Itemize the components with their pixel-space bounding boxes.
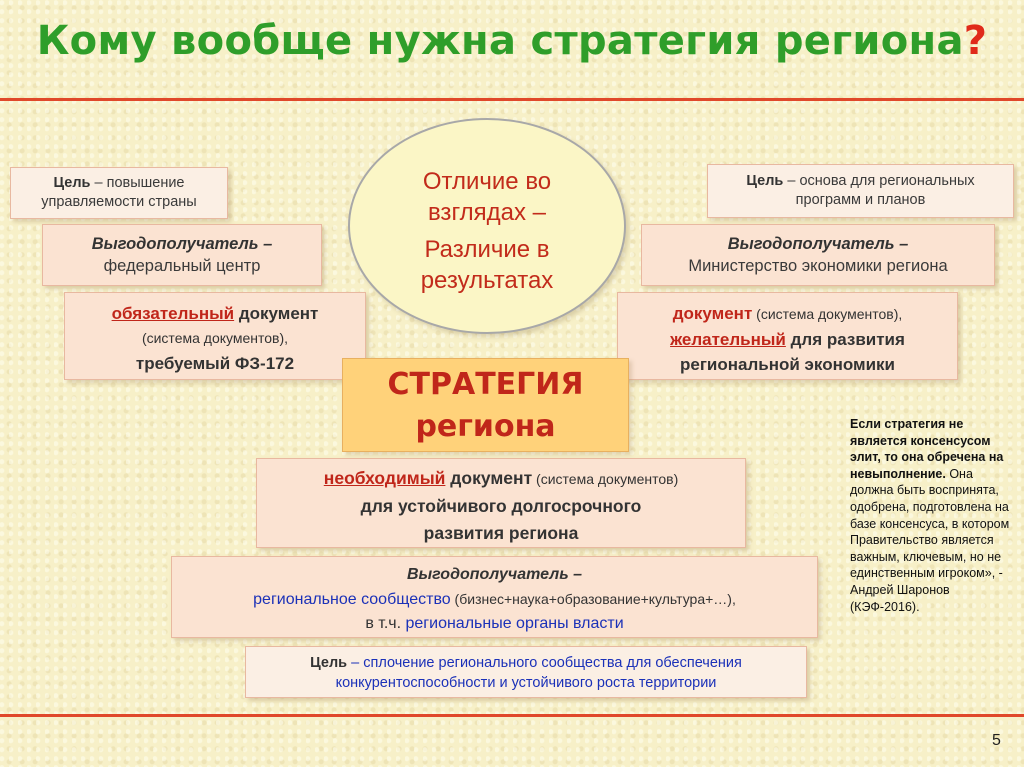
necessary-document-box bbox=[256, 458, 746, 548]
top-divider bbox=[0, 98, 1024, 101]
ellipse-line-1: Отличие во bbox=[422, 168, 552, 195]
cohesion-goal-label: Цель bbox=[310, 655, 348, 671]
left-doc-mandatory: обязательный bbox=[111, 304, 235, 323]
page-title bbox=[0, 18, 1024, 64]
bottom-divider bbox=[0, 714, 1024, 717]
left-doc-system: (система документов), bbox=[141, 330, 289, 346]
regional-community: региональное сообщество bbox=[253, 591, 451, 608]
strategy-line-2: региона bbox=[415, 409, 556, 444]
ellipse-line-2: взглядах – bbox=[427, 199, 547, 226]
left-doc-rest: документ bbox=[234, 304, 319, 323]
left-goal-text-2: управляемости страны bbox=[41, 194, 197, 210]
cohesion-goal-line-2: конкурентоспособности и устойчивого роста территории bbox=[335, 675, 717, 691]
regional-beneficiary-label: Выгодополучатель – bbox=[406, 566, 583, 583]
necessary-system: (система документов) bbox=[532, 471, 679, 487]
left-beneficiary-label: Выгодополучатель – bbox=[91, 235, 273, 253]
regional-authorities: региональные органы власти bbox=[405, 615, 624, 632]
necessary-rest: документ bbox=[445, 468, 533, 488]
right-doc-rest-1: для развития bbox=[785, 330, 905, 349]
left-document-box bbox=[64, 292, 366, 380]
necessary-line-2: для устойчивого долгосрочного bbox=[360, 496, 642, 516]
sharonov-quote bbox=[850, 416, 1015, 615]
views-difference-ellipse bbox=[348, 118, 626, 334]
right-beneficiary-label: Выгодополучатель – bbox=[727, 235, 909, 253]
cohesion-goal-box bbox=[245, 646, 807, 698]
ellipse-line-4: результатах bbox=[420, 267, 554, 294]
cohesion-goal-line-1: – сплочение регионального сообщества для обеспечения bbox=[347, 655, 742, 671]
right-goal-label: Цель bbox=[746, 173, 784, 189]
right-beneficiary-value: Министерство экономики региона bbox=[688, 257, 948, 275]
right-doc-desired: желательный bbox=[670, 330, 786, 349]
regional-beneficiary-box bbox=[171, 556, 818, 638]
right-document-box bbox=[617, 292, 958, 380]
left-goal-label: Цель bbox=[53, 175, 91, 191]
necessary-line-3: развития региона bbox=[423, 523, 579, 543]
page-title-text: Кому вообще нужна стратегия региона bbox=[36, 18, 964, 64]
right-goal-box bbox=[707, 164, 1014, 218]
right-beneficiary-box bbox=[641, 224, 995, 286]
left-beneficiary-box bbox=[42, 224, 322, 286]
quote-bold-text: Если стратегия не является консенсусом элит, то она обречена на невыполнение. bbox=[850, 417, 1004, 481]
regional-community-detail: (бизнес+наука+образование+культура+…), bbox=[450, 591, 736, 607]
right-doc-word: документ bbox=[672, 304, 753, 323]
right-goal-text-2: программ и планов bbox=[795, 192, 926, 208]
strategy-line-1: СТРАТЕГИЯ bbox=[387, 367, 584, 402]
page-number: 5 bbox=[992, 732, 1001, 749]
right-goal-text-1: – основа для региональных bbox=[783, 173, 975, 189]
left-doc-required: требуемый ФЗ-172 bbox=[135, 354, 295, 373]
ellipse-line-3: Различие в bbox=[424, 236, 550, 263]
left-goal-text-1: – повышение bbox=[90, 175, 185, 191]
quote-normal-text: Она должна быть воспринята, одобрена, подготовлена на базе консенсуса, в котором Правительство является важным, ключевым, но не единственным игроком», - Андрей Шаронов (КЭФ-2016). bbox=[850, 466, 1010, 614]
right-doc-rest-2: региональной экономики bbox=[679, 355, 896, 374]
left-beneficiary-value: федеральный центр bbox=[103, 257, 261, 275]
strategy-region-box bbox=[342, 358, 629, 452]
question-mark: ? bbox=[963, 18, 988, 64]
right-doc-system: (система документов), bbox=[752, 306, 903, 322]
necessary-word: необходимый bbox=[323, 468, 446, 488]
left-goal-box bbox=[10, 167, 228, 219]
regional-incl: в т.ч. bbox=[365, 615, 406, 632]
